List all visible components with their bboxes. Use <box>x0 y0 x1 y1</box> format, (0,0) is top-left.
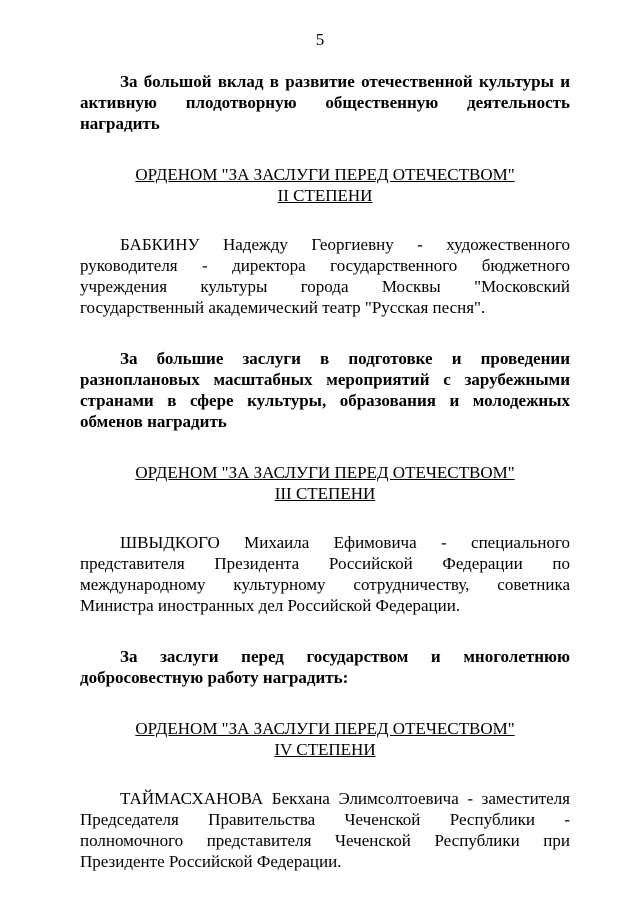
order-heading <box>80 164 570 206</box>
award-intro: За большой вклад в развитие отечественной культуры и активную плодотворную общественную деятельность наградить <box>80 72 570 133</box>
award-intro: За заслуги перед государством и многолетнюю добросовестную работу наградить: <box>80 647 570 687</box>
page-number: 5 <box>315 30 325 49</box>
awardee-description: ТАЙМАСХАНОВА Бекхана Элимсолтоевича - заместителя Председателя Правительства Чеченской Республики - полномочного представителя Чеченской Республики при Президенте Российской Федерации. <box>80 789 570 871</box>
order-name: ОРДЕНОМ "ЗА ЗАСЛУГИ ПЕРЕД ОТЕЧЕСТВОМ" <box>135 165 515 184</box>
order-name: ОРДЕНОМ "ЗА ЗАСЛУГИ ПЕРЕД ОТЕЧЕСТВОМ" <box>135 719 515 738</box>
awardee-description: БАБКИНУ Надежду Георгиевну - художественного руководителя - директора государственного бюджетного учреждения культуры города Москвы "Московский государственный академический театр "Русская песня". <box>80 235 570 317</box>
awardee-description: ШВЫДКОГО Михаила Ефимовича - специального представителя Президента Российской Федерации по международному культурному сотрудничеству, советника Министра иностранных дел Российской Федерации. <box>80 533 570 615</box>
award-intro: За большие заслуги в подготовке и проведении разноплановых масштабных мероприятий с зарубежными странами в сфере культуры, образования и молодежных обменов наградить <box>80 349 570 431</box>
order-heading <box>80 718 570 760</box>
order-degree: IV СТЕПЕНИ <box>274 740 376 759</box>
order-degree: III СТЕПЕНИ <box>274 484 376 503</box>
order-degree: II СТЕПЕНИ <box>277 186 373 205</box>
order-name: ОРДЕНОМ "ЗА ЗАСЛУГИ ПЕРЕД ОТЕЧЕСТВОМ" <box>135 463 515 482</box>
document-body <box>80 71 570 872</box>
order-heading <box>80 462 570 504</box>
